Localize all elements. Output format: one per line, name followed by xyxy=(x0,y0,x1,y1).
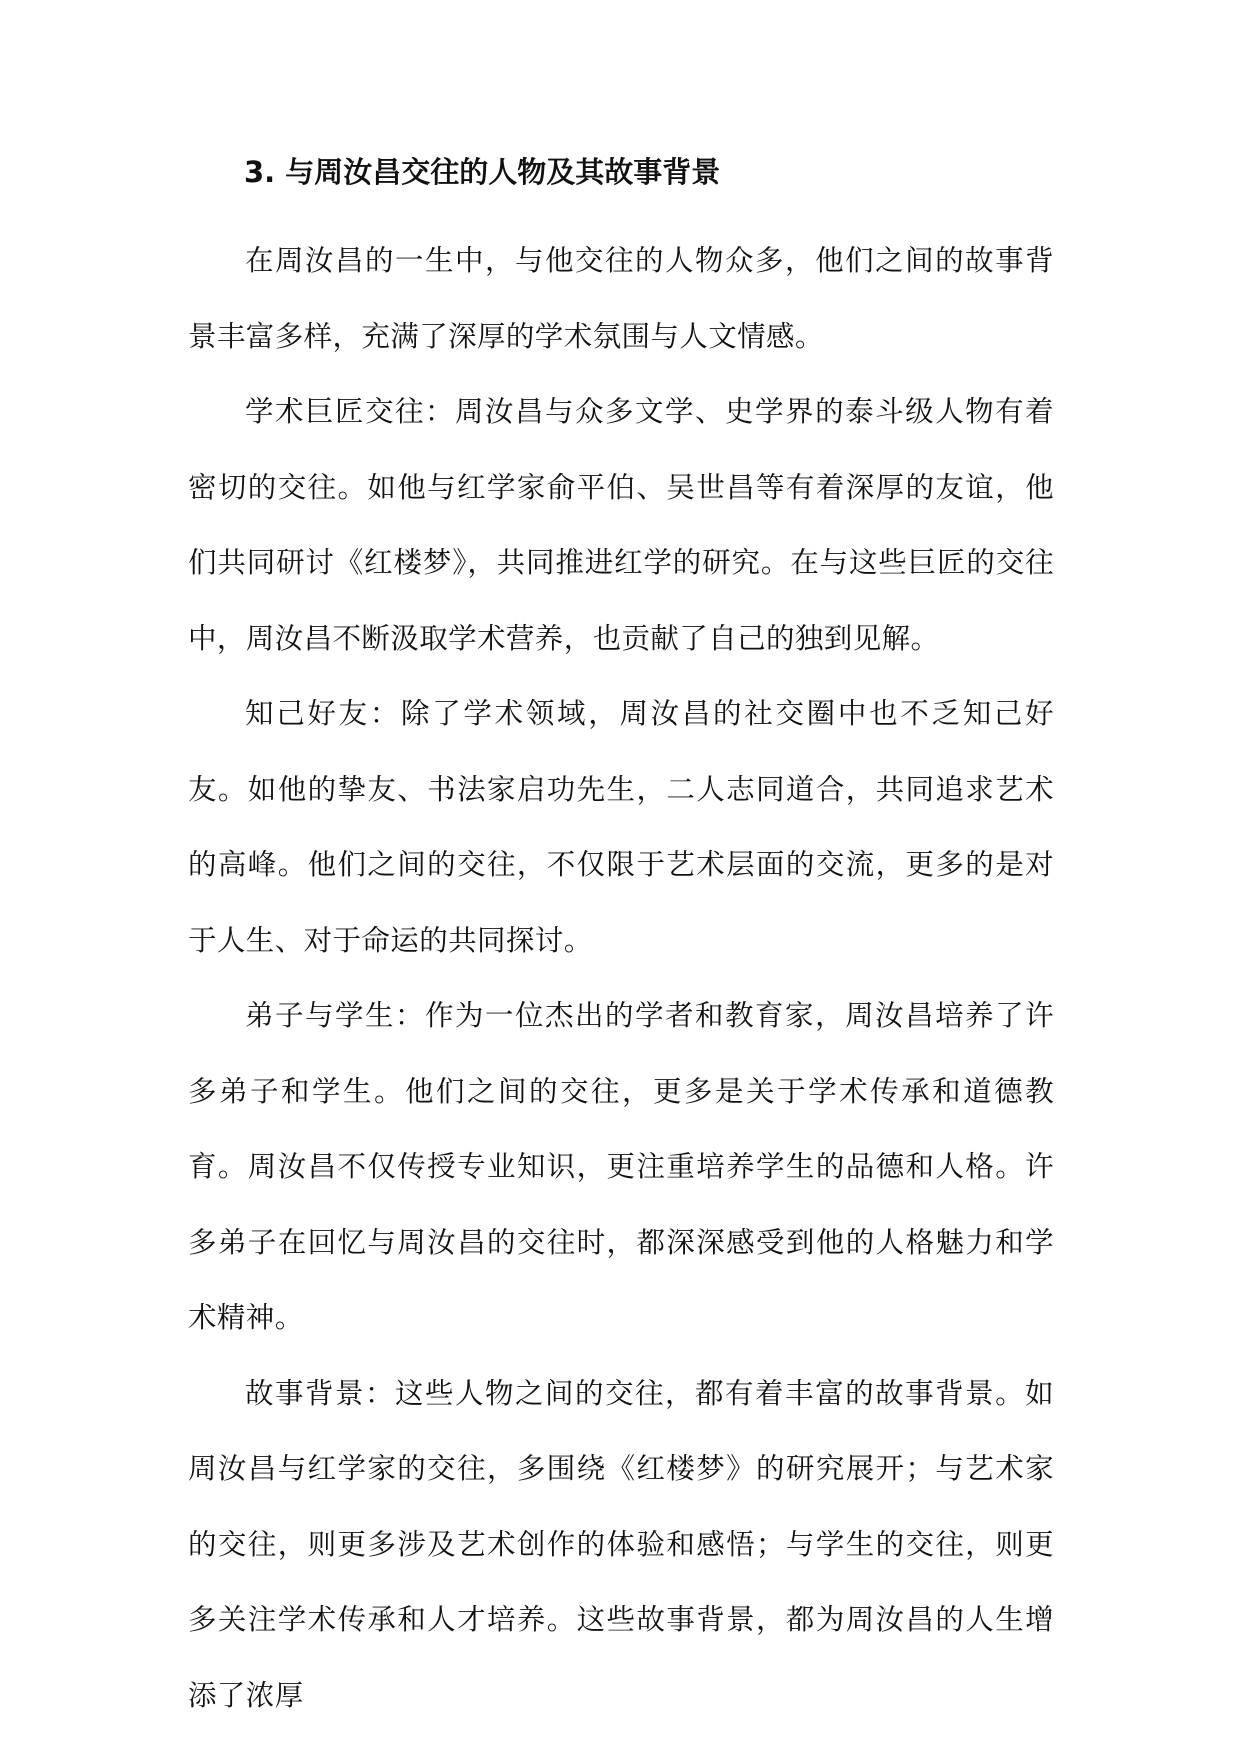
paragraph-academic-masters: 学术巨匠交往：周汝昌与众多文学、史学界的泰斗级人物有着密切的交往。如他与红学家俞平伯、吴世昌等有着深厚的友谊，他们共同研讨《红楼梦》，共同推进红学的研究。在与这些巨匠的交往中，周汝昌不断汲取学术营养，也贡献了自己的独到见解。 xyxy=(188,395,1054,655)
paragraph-close-friends: 知己好友：除了学术领域，周汝昌的社交圈中也不乏知己好友。如他的挚友、书法家启功先生，二人志同道合，共同追求艺术的高峰。他们之间的交往，不仅限于艺术层面的交流，更多的是对于人生、对于命运的共同探讨。 xyxy=(188,697,1054,957)
paragraph-intro: 在周汝昌的一生中，与他交往的人物众多，他们之间的故事背景丰富多样，充满了深厚的学术氛围与人文情感。 xyxy=(188,244,1054,353)
document-body xyxy=(188,150,1054,1733)
section-heading: 3. 与周汝昌交往的人物及其故事背景 xyxy=(244,155,721,189)
paragraph-story-background: 故事背景：这些人物之间的交往，都有着丰富的故事背景。如周汝昌与红学家的交往，多围绕《红楼梦》的研究展开；与艺术家的交往，则更多涉及艺术创作的体验和感悟；与学生的交往，则更多关注学术传承和人才培养。这些故事背景，都为周汝昌的人生增添了浓厚 xyxy=(188,1376,1054,1712)
paragraph-disciples: 弟子与学生：作为一位杰出的学者和教育家，周汝昌培养了许多弟子和学生。他们之间的交往，更多是关于学术传承和道德教育。周汝昌不仅传授专业知识，更注重培养学生的品德和人格。许多弟子在回忆与周汝昌的交往时，都深深感受到他的人格魅力和学术精神。 xyxy=(188,999,1054,1334)
